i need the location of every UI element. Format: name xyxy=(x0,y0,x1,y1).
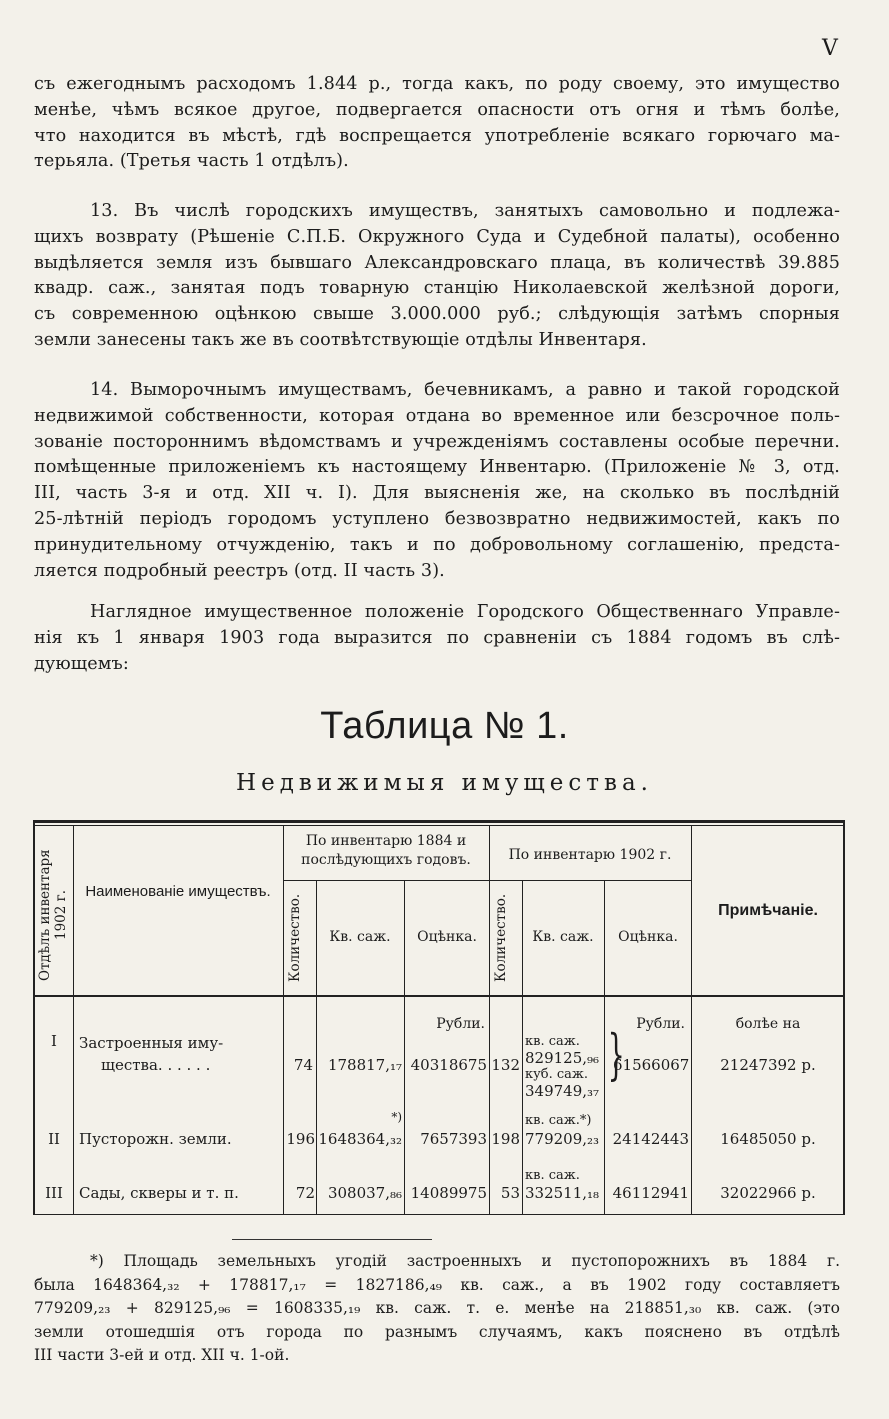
table-title: Таблица № 1. xyxy=(320,705,569,747)
text-line: квадр. саж., занятая подъ товарную станцію Николаевской желѣзной дороги, xyxy=(34,278,840,299)
header-area-1902: Кв. саж. xyxy=(532,929,594,945)
text-line: менѣе, чѣмъ всякое другое, подвергается опасности отъ огня и тѣмъ болѣе, xyxy=(34,99,840,120)
text-line: 13. Въ числѣ городскихъ имуществъ, занятыхъ самовольно и подлежа- xyxy=(90,201,840,221)
row-1-name xyxy=(79,1032,279,1076)
col-rule xyxy=(691,826,692,1215)
row-1-note: 21247392 р. xyxy=(720,1056,816,1074)
footnote xyxy=(34,1250,840,1368)
row-1-unit-cub: куб. саж. xyxy=(525,1067,588,1082)
text-line: ляется подробный реестръ (отд. II часть 3). xyxy=(34,560,445,581)
row-3-name: Сады, скверы и т. п. xyxy=(79,1184,239,1202)
row-1-area-1902: 829125,₉₆ xyxy=(525,1049,600,1067)
table-subtitle: Недвижимыя имущества. xyxy=(236,770,653,796)
row-3-dept: III xyxy=(45,1184,63,1202)
header-value-1902: Оцѣнка. xyxy=(618,929,678,945)
row-2-qty-1884: 196 xyxy=(286,1130,315,1148)
table-top-rule xyxy=(33,820,845,823)
col-rule xyxy=(489,826,490,1215)
row-1-value-1902: 61566067 xyxy=(613,1056,690,1074)
row-2-star: *) xyxy=(391,1110,402,1124)
row-2-value-1902: 24142443 xyxy=(612,1130,689,1148)
header-inv1902: По инвентарю 1902 г. xyxy=(508,847,672,863)
brace-icon: } xyxy=(607,1023,625,1086)
row-3-note: 32022966 р. xyxy=(720,1184,816,1202)
header-value-1884: Оцѣнка. xyxy=(417,929,477,945)
row-3-qty-1884: 72 xyxy=(295,1184,315,1202)
col-rule xyxy=(283,826,284,1215)
text-line: выдѣляется земля изъ бывшаго Александровскаго плаца, въ количествѣ 39.885 xyxy=(34,252,840,273)
row-2-area-1902: 779209,₂₃ xyxy=(525,1130,600,1148)
header-area-1884: Кв. саж. xyxy=(329,929,391,945)
table-right-rule xyxy=(843,820,845,1215)
col-rule xyxy=(73,826,74,1215)
row-1-area-1902-cub: 349749,₃₇ xyxy=(525,1082,600,1100)
header-mid-rule xyxy=(283,880,691,881)
header-note: Примѣчаніе. xyxy=(718,902,818,919)
text-line: помѣщенные приложеніемъ къ настоящему Инвентарю. (Приложеніе № 3, отд. xyxy=(34,457,840,478)
footnote-line: 779209,₂₃ + 829125,₉₆ = 1608335,₁₉ кв. саж. т. е. менѣе на 218851,₃₀ кв. саж. (это xyxy=(34,1299,840,1317)
row-2-area-1884: 1648364,₃₂ xyxy=(318,1130,402,1148)
footnote-line: земли отошедшія отъ города по разнымъ случаямъ, какъ пояснено въ отдѣлѣ xyxy=(34,1322,840,1341)
header-bottom-rule xyxy=(33,995,845,997)
row-3-area-1884: 308037,₈₆ xyxy=(327,1184,402,1202)
footnote-line: III части 3-ей и отд. XII ч. 1-ой. xyxy=(34,1346,290,1364)
table-top-rule-thin xyxy=(33,825,845,826)
property-table xyxy=(33,820,845,1215)
row-2-unit-sq-star: кв. саж.*) xyxy=(525,1113,592,1128)
header-dept: Отдѣлъ инвентаря 1902 г. xyxy=(37,849,69,981)
text-line: недвижимой собственности, которая отдана во временное или безсрочное поль- xyxy=(34,405,840,426)
row-3-unit-sq: кв. саж. xyxy=(525,1168,580,1183)
row-1-dept: I xyxy=(51,1032,57,1050)
row-1-qty-1884: 74 xyxy=(293,1056,313,1074)
row-3-area-1902: 332511,₁₈ xyxy=(525,1184,600,1202)
text-line: 14. Выморочнымъ имуществамъ, бечевникамъ, а равно и такой городской xyxy=(90,380,840,400)
table-bottom-rule xyxy=(33,1214,845,1215)
row-1-name-line1: Застроенныя иму- xyxy=(79,1034,224,1052)
row-2-note: 16485050 р. xyxy=(720,1130,816,1148)
paragraph-4 xyxy=(34,600,840,677)
row-2-dept: II xyxy=(48,1130,60,1148)
header-inv1884: По инвентарю 1884 и послѣдующихъ годовъ. xyxy=(301,833,471,868)
text-line: щихъ возврату (Рѣшеніе С.П.Б. Окружного Суда и Судебной палаты), особенно xyxy=(34,226,840,247)
page-number: V xyxy=(822,36,838,61)
text-line: 25-лѣтній періодъ городомъ уступлено безвозвратно недвижимостей, какъ по xyxy=(34,508,840,529)
row-3-value-1884: 14089975 xyxy=(410,1184,487,1202)
row-1-name-line2: щества. . . . . . xyxy=(101,1056,211,1074)
paragraph-3 xyxy=(34,378,840,584)
footnote-rule xyxy=(232,1239,432,1240)
unit-more-by: болѣе на xyxy=(735,1016,801,1032)
row-1-area-1902-block xyxy=(525,1034,603,1100)
row-3-qty-1902: 53 xyxy=(500,1184,520,1202)
row-1-area-1884: 178817,₁₇ xyxy=(327,1056,402,1074)
text-line: съ современною оцѣнкою свыше 3.000.000 руб.; слѣдующія затѣмъ спорныя xyxy=(34,304,840,325)
text-line: нія къ 1 января 1903 года выразится по сравненіи съ 1884 годомъ въ слѣ- xyxy=(34,627,840,648)
footnote-line: *) Площадь земельныхъ угодій застроенныхъ и пустопорожнихъ въ 1884 г. xyxy=(90,1252,840,1270)
text-line: съ ежегоднымъ расходомъ 1.844 р., тогда какъ, по роду своему, это имущество xyxy=(34,74,840,94)
header-qty-1902: Количество. xyxy=(493,893,509,983)
text-line: принудительному отчужденію, такъ и по добровольному соглашенію, предста- xyxy=(34,534,840,555)
text-line: терьяла. (Третья часть 1 отдѣлъ). xyxy=(34,151,349,172)
row-3-value-1902: 46112941 xyxy=(612,1184,689,1202)
paragraph-2 xyxy=(34,199,840,354)
footnote-line: была 1648364,₃₂ + 178817,₁₇ = 1827186,₄₉ кв. саж., а въ 1902 году составляетъ xyxy=(34,1275,840,1294)
text-line: Наглядное имущественное положеніе Городского Общественнаго Управле- xyxy=(90,602,840,622)
unit-rubles-1902: Рубли. xyxy=(636,1016,685,1032)
row-1-value-1884: 40318675 xyxy=(410,1056,487,1074)
header-name: Наименованіе имуществъ. xyxy=(85,883,271,900)
text-line: дующемъ: xyxy=(34,653,129,674)
row-2-qty-1902: 198 xyxy=(491,1130,520,1148)
row-1-unit-sq: кв. саж. xyxy=(525,1034,580,1049)
paragraph-1 xyxy=(34,72,840,175)
text-line: III, часть 3-я и отд. XII ч. I). Для выясненія же, на сколько въ послѣдній xyxy=(34,483,840,504)
unit-rubles-1884: Рубли. xyxy=(436,1016,485,1032)
text-line: что находится въ мѣстѣ, гдѣ воспрещается употребленіе всякаго горючаго ма- xyxy=(34,125,840,146)
header-qty-1884: Количество. xyxy=(287,893,303,983)
row-2-name: Пусторожн. земли. xyxy=(79,1130,232,1148)
table-left-rule xyxy=(33,820,35,1215)
row-2-value-1884: 7657393 xyxy=(420,1130,487,1148)
text-line: земли занесены такъ же въ соотвѣтствующіе отдѣлы Инвентаря. xyxy=(34,329,647,350)
row-1-qty-1902: 132 xyxy=(491,1056,520,1074)
text-line: зованіе постороннимъ вѣдомствамъ и учрежденіямъ составлены особые перечни. xyxy=(34,431,840,452)
